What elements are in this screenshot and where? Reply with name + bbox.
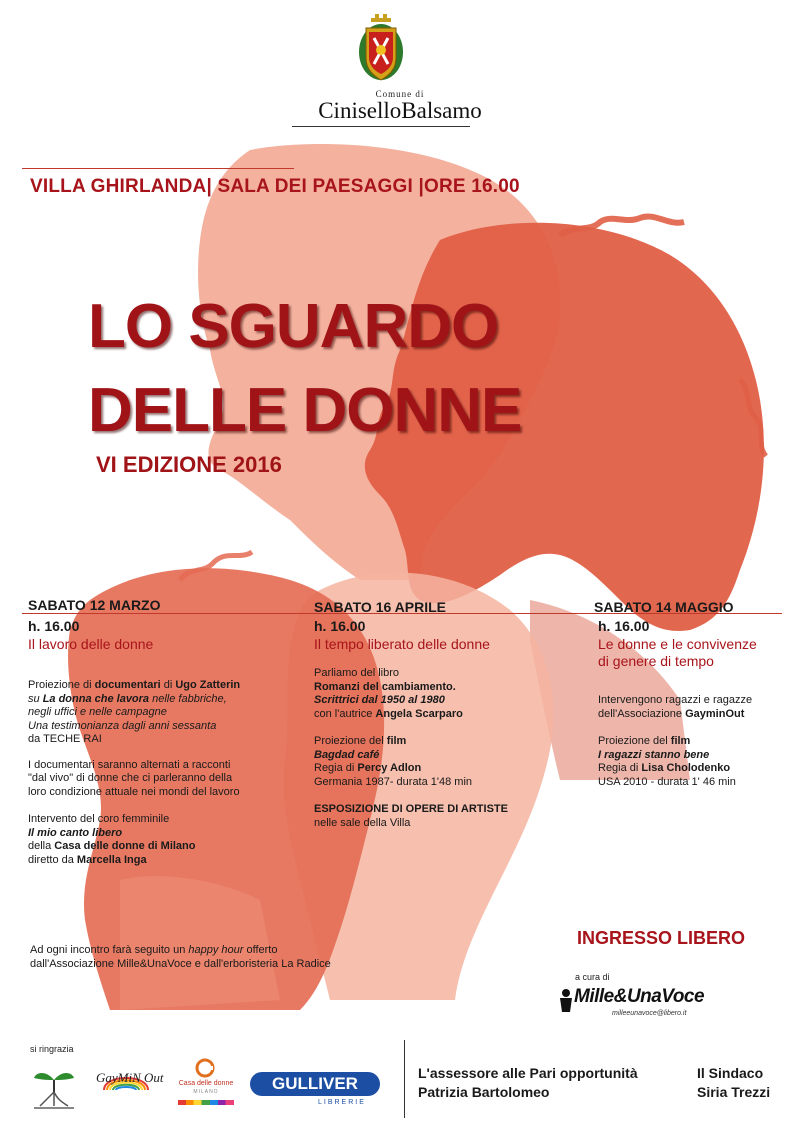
event-title-line-1: Le donne e le convivenze <box>598 636 757 652</box>
edition-label: VI EDIZIONE 2016 <box>96 452 282 477</box>
event-film: Proiezione del film I ragazzi stanno bene Regia di Lisa Cholodenko USA 2010 - durata 1' 46 min <box>598 735 736 788</box>
event-date: SABATO 14 MAGGIO <box>594 599 734 615</box>
event-time: h. 16.00 <box>28 618 80 634</box>
megaphone-figure-icon <box>556 988 576 1014</box>
venue-line: VILLA GHIRLANDA| SALA DEI PAESAGGI |ORE 16.00 <box>30 176 520 197</box>
free-admission-label: INGRESSO LIBERO <box>577 928 746 948</box>
event-choir: Intervento del coro femminile Il mio canto libero della Casa delle donne di Milano diretto da Marcella Inga <box>28 813 196 866</box>
event-film: Proiezione del film Bagdad café Regia di Percy Adlon Germania 1987- durata 1'48 min <box>314 735 473 788</box>
gulliver-subtitle: LIBRERIE <box>318 1099 366 1106</box>
mille-una-voce-logo: Mille&UnaVoce <box>574 986 705 1007</box>
poster-title-line-1: LO SGUARDO <box>88 292 499 361</box>
poster-title-line-2: DELLE DONNE <box>88 376 522 445</box>
color-strip <box>178 1100 234 1105</box>
event-time: h. 16.00 <box>314 618 366 634</box>
gaymin-out-logo: GayMiN Out <box>94 1056 158 1112</box>
la-radice-logo-icon <box>28 1058 80 1110</box>
municipality-label-small: Comune di <box>375 89 425 99</box>
event-3 <box>594 599 757 789</box>
casa-donne-icon <box>194 1058 216 1078</box>
event-time: h. 16.00 <box>598 618 650 634</box>
event-title: Il lavoro delle donne <box>28 636 154 652</box>
event-book: Parliamo del libro Romanzi del cambiamento. Scrittrici dal 1950 al 1980 con l'autrice Angela Scarparo <box>314 667 463 720</box>
event-2 <box>314 599 508 830</box>
event-title: Il tempo liberato delle donne <box>314 636 490 652</box>
thanks-label: si ringrazia <box>30 1044 74 1054</box>
municipal-crest-icon <box>356 12 406 86</box>
event-exhibition: ESPOSIZIONE DI OPERE DI ARTISTE nelle sale della Villa <box>314 803 508 829</box>
mayor-signature: Il Sindaco Siria Trezzi <box>697 1065 771 1100</box>
event-title-line-2: di genere di tempo <box>598 653 714 669</box>
curated-by-label: a cura di <box>575 972 610 982</box>
event-guests: Intervengono ragazzi e ragazze dell'Associazione GayminOut <box>598 694 753 720</box>
event-date: SABATO 12 MARZO <box>28 597 161 613</box>
signature-divider <box>404 1040 405 1118</box>
mille-una-voce-email: milleeunavoce@libero.it <box>612 1010 687 1017</box>
event-date: SABATO 16 APRILE <box>314 599 446 615</box>
header-divider <box>292 126 470 127</box>
gulliver-logo: GULLIVER <box>250 1072 380 1096</box>
event-1 <box>28 597 240 867</box>
assessore-signature: L'assessore alle Pari opportunità Patrizia Bartolomeo <box>418 1065 638 1100</box>
municipality-name: CiniselloBalsamo <box>318 98 482 123</box>
event-description: Proiezione di documentari di Ugo Zatterin su La donna che lavora nelle fabbriche, negli uffici e nelle campagne Una testimonianza dagli anni sessanta da TECHE RAI <box>28 679 241 745</box>
casa-delle-donne-logo: Casa delle donne MILANO <box>174 1058 238 1110</box>
event-notes: I documentari saranno alternati a racconti "dal vivo" di donne che ci parleranno della loro condizione attuale nei mondi del lavoro <box>28 758 240 798</box>
happy-hour-note: Ad ogni incontro farà seguito un happy hour offerto dall'Associazione Mille&UnaVoce e dall'erboristeria La Radice <box>30 944 331 970</box>
venue-top-rule <box>22 168 294 169</box>
